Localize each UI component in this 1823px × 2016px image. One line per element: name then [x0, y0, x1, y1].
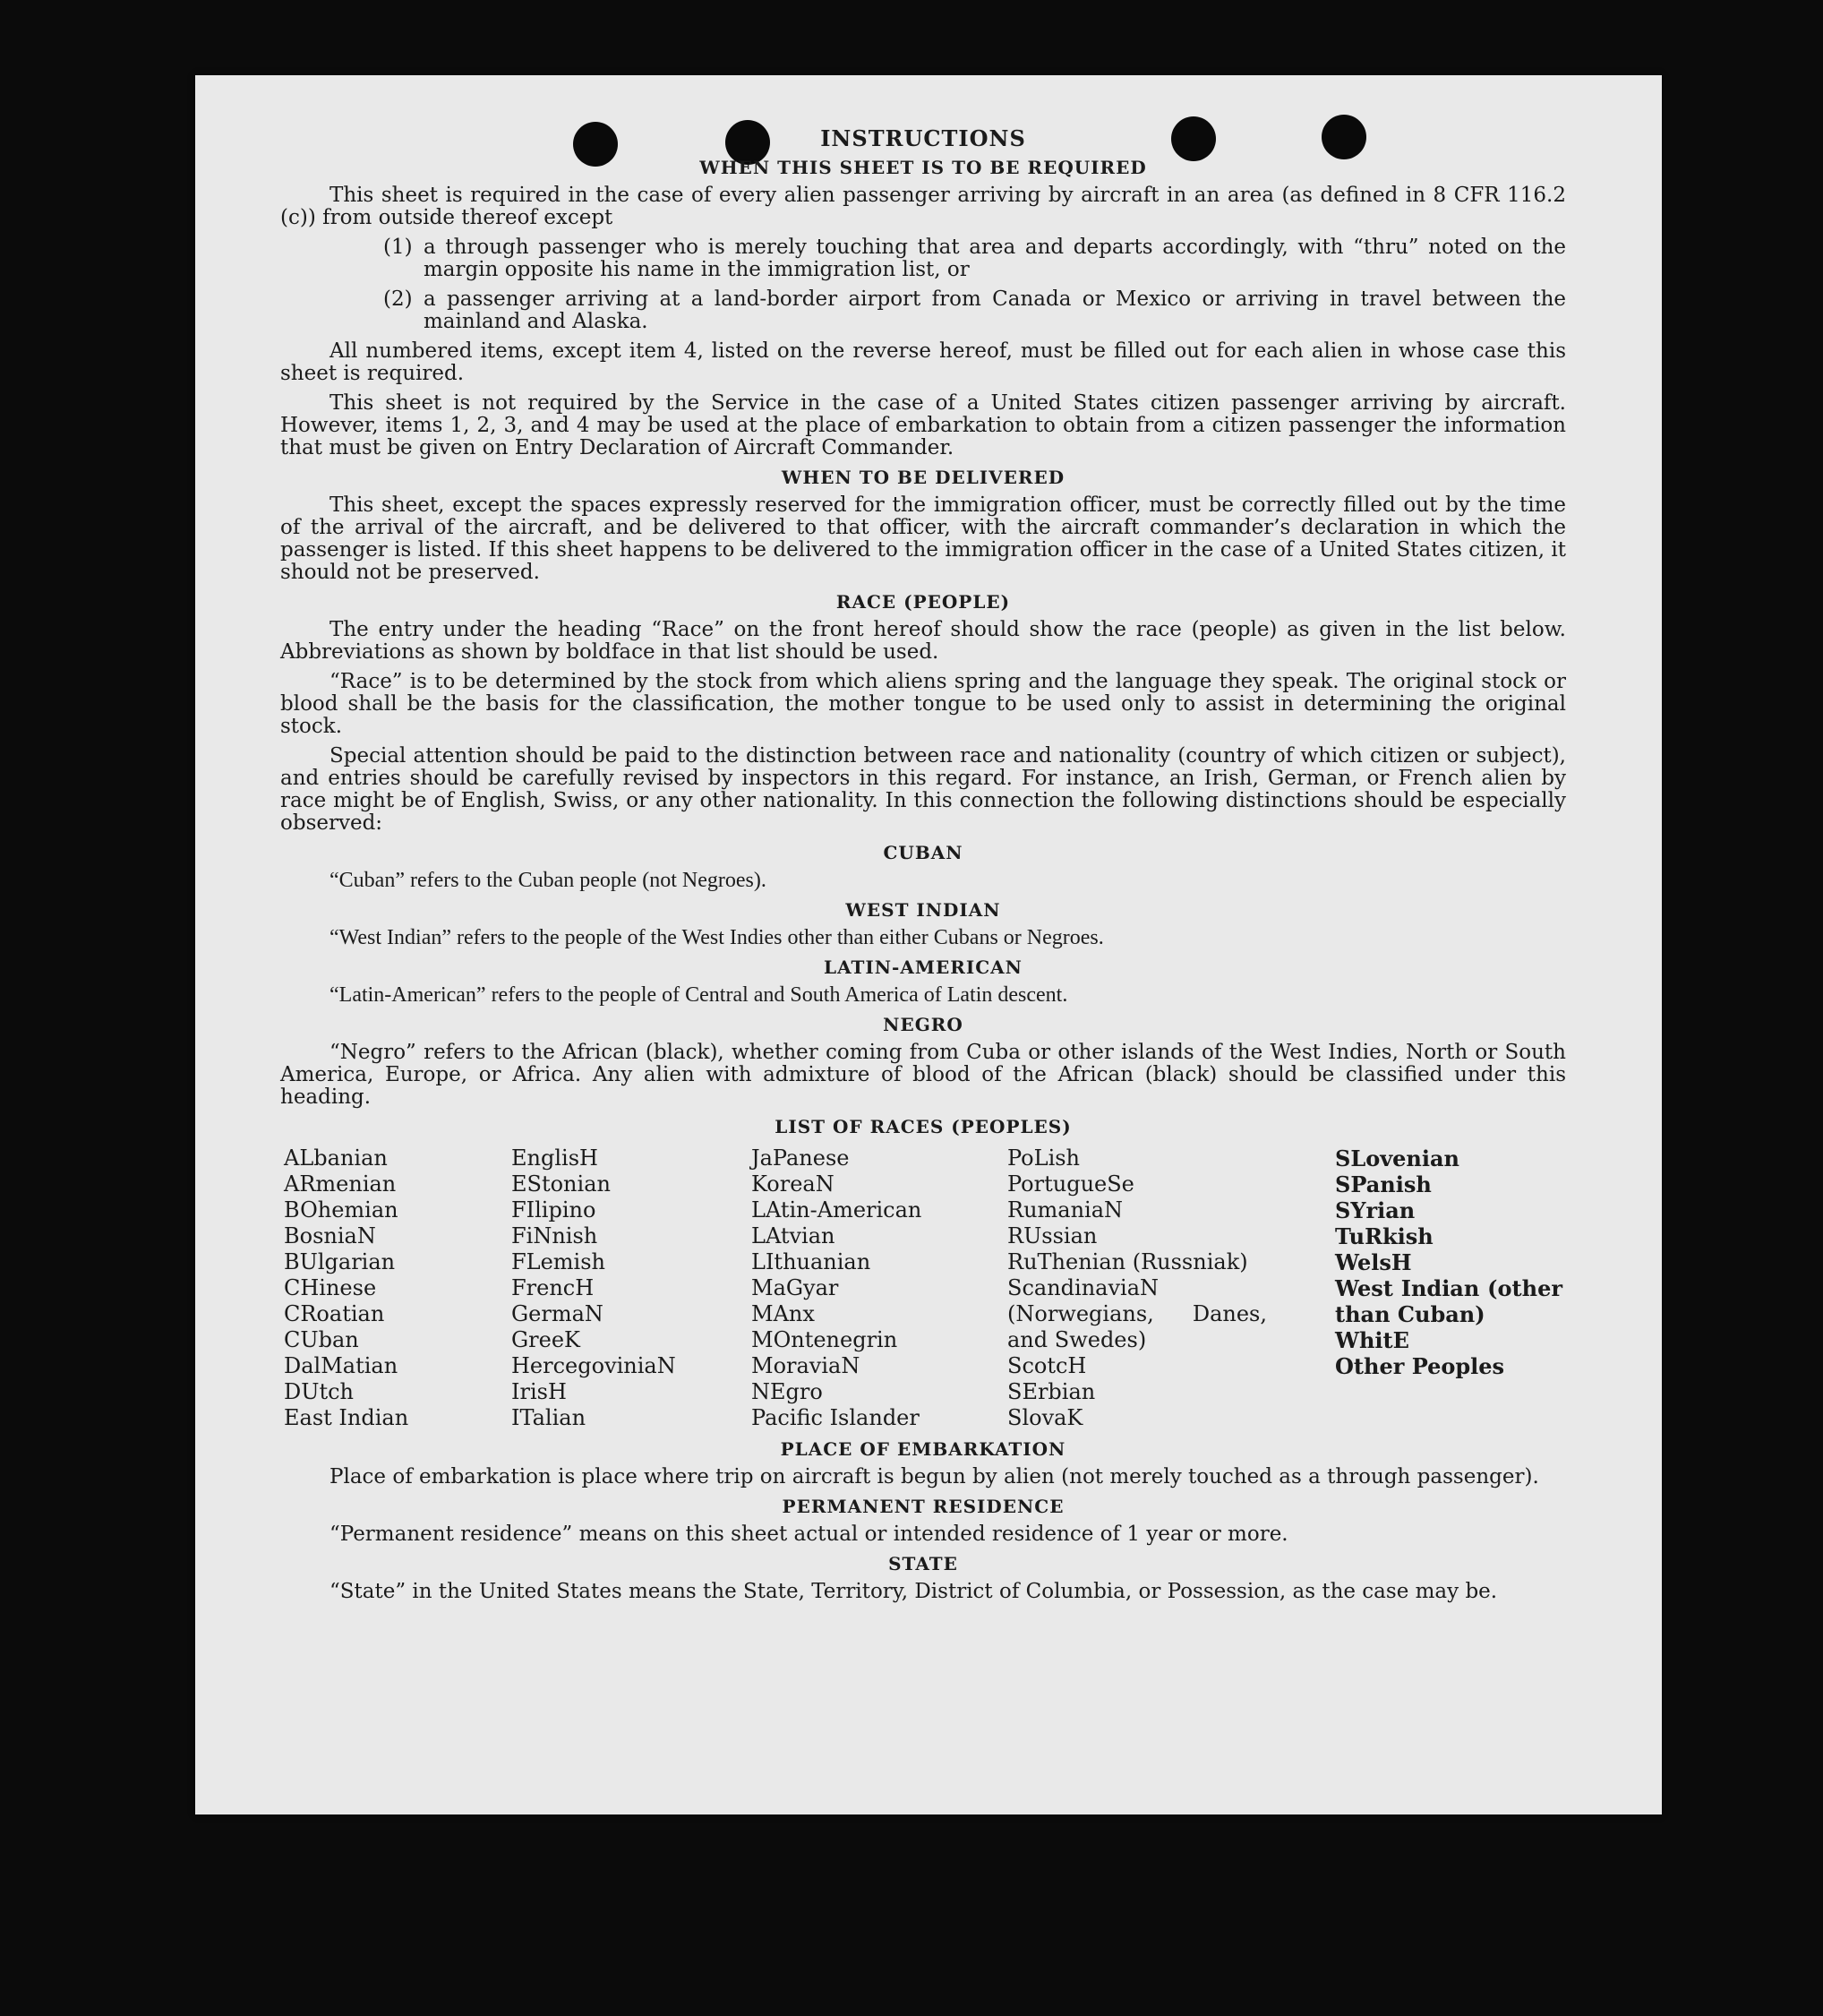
paragraph: Special attention should be paid to the distinction between race and nationality (country of which citizen or subject), and entries should be carefully revised by inspectors in this regard. For instance, an Irish, German, or French alien by race might be of English, Swiss, or any other nationality. In this connection the following distinctions should be especially observed:: [280, 744, 1566, 835]
paragraph: All numbered items, except item 4, listed on the reverse hereof, must be filled out for each alien in whose case this sheet is required.: [280, 339, 1566, 385]
paragraph: “Cuban” refers to the Cuban people (not Negroes).: [330, 869, 766, 892]
race-entry: MoraviaN: [751, 1353, 860, 1378]
race-entry: ScandinaviaN (Norwegians, Danes, and Swedes): [1007, 1275, 1267, 1352]
race-entry: SlovaK: [1007, 1405, 1083, 1430]
race-column: [284, 1145, 511, 1431]
race-entry: Pacific Islander: [751, 1405, 920, 1430]
paragraph: The entry under the heading “Race” on the front hereof should show the race (people) as given in the list below. Abbreviations as shown by boldface in that list should be used.: [280, 618, 1566, 664]
race-entry: PoLish: [1007, 1145, 1081, 1171]
race-entry: LAtvian: [751, 1223, 835, 1248]
race-entry: ALbanian: [284, 1145, 388, 1171]
race-entry: CRoatian: [284, 1301, 385, 1326]
paragraph: “Negro” refers to the African (black), whether coming from Cuba or other islands of the West Indies, North or South America, Europe, or Africa. Any alien with admixture of blood of the African (black) should be classified under this heading.: [280, 1041, 1566, 1109]
section-heading-delivered: WHEN TO BE DELIVERED: [781, 467, 1066, 488]
item-text: a passenger arriving at a land-border airport from Canada or Mexico or arriving in travel between the mainland and Alaska.: [424, 287, 1566, 333]
race-entry: SErbian: [1007, 1379, 1096, 1404]
race-column: [751, 1145, 1007, 1431]
page-title: INSTRUCTIONS: [820, 125, 1026, 151]
race-column: [1335, 1145, 1564, 1431]
race-entry: DalMatian: [284, 1353, 398, 1378]
race-entry: EStonian: [511, 1171, 611, 1197]
race-entry: LAtin-American: [751, 1197, 922, 1222]
document-body: [280, 127, 1566, 1610]
race-entry: ITalian: [511, 1405, 586, 1430]
race-entry: GermaN: [511, 1301, 603, 1326]
race-entry: East Indian: [284, 1405, 409, 1430]
section-heading-latin-american: LATIN-AMERICAN: [824, 957, 1023, 978]
race-entry: ARmenian: [284, 1171, 397, 1197]
race-entry: Other Peoples: [1335, 1353, 1505, 1379]
race-entry: GreeK: [511, 1327, 580, 1352]
race-entry: SLovenian: [1335, 1145, 1459, 1171]
race-entry: MaGyar: [751, 1275, 839, 1300]
race-entry: PortugueSe: [1007, 1171, 1134, 1197]
race-list: [284, 1145, 1566, 1431]
list-item: [383, 236, 1566, 281]
race-entry: FIlipino: [511, 1197, 596, 1222]
paragraph: “State” in the United States means the State, Territory, District of Columbia, or Possession, as the case may be.: [330, 1580, 1498, 1603]
section-heading-list: LIST OF RACES (PEOPLES): [775, 1116, 1072, 1137]
section-heading-embarkation: PLACE OF EMBARKATION: [780, 1438, 1066, 1460]
race-entry: CHinese: [284, 1275, 377, 1300]
item-number: (2): [383, 287, 413, 311]
race-entry: LIthuanian: [751, 1249, 871, 1274]
paragraph: “Race” is to be determined by the stock from which aliens spring and the language they speak. The original stock or blood shall be the basis for the classification, the mother tongue to be used only to assist in determining the original stock.: [280, 670, 1566, 738]
race-entry: CUban: [284, 1327, 359, 1352]
paragraph: “Latin-American” refers to the people of Central and South America of Latin descent.: [330, 983, 1068, 1007]
race-entry: WelsH: [1335, 1249, 1412, 1275]
race-column: [511, 1145, 751, 1431]
item-text: a through passenger who is merely touching that area and departs accordingly, with “thru” noted on the margin opposite his name in the immigration list, or: [424, 236, 1566, 281]
race-entry: FiNnish: [511, 1223, 598, 1248]
race-entry: ScotcH: [1007, 1353, 1087, 1378]
race-entry: SPanish: [1335, 1171, 1432, 1197]
item-number: (1): [383, 236, 413, 259]
paragraph: Place of embarkation is place where trip on aircraft is begun by alien (not merely touched as a through passenger).: [330, 1465, 1539, 1488]
race-entry: RuThenian (Russniak): [1007, 1249, 1248, 1274]
race-entry: IrisH: [511, 1379, 567, 1404]
paragraph: This sheet is required in the case of every alien passenger arriving by aircraft in an area (as defined in 8 CFR 116.2 (c)) from outside thereof except: [280, 184, 1566, 229]
race-entry: BUlgarian: [284, 1249, 396, 1274]
race-entry: FrencH: [511, 1275, 595, 1300]
race-entry: TuRkish: [1335, 1223, 1434, 1249]
section-heading-race: RACE (PEOPLE): [835, 591, 1011, 613]
race-entry: MAnx: [751, 1301, 815, 1326]
race-entry: West Indian (other than Cuban): [1335, 1275, 1562, 1327]
race-entry: RUssian: [1007, 1223, 1098, 1248]
paragraph: “West Indian” refers to the people of the West Indies other than either Cubans or Negroes.: [330, 926, 1104, 949]
section-heading-state: STATE: [888, 1553, 958, 1574]
race-entry: NEgro: [751, 1379, 823, 1404]
race-entry: SYrian: [1335, 1197, 1416, 1223]
race-entry: KoreaN: [751, 1171, 834, 1197]
race-entry: BosniaN: [284, 1223, 376, 1248]
race-entry: MOntenegrin: [751, 1327, 898, 1352]
race-entry: FLemish: [511, 1249, 605, 1274]
section-heading-negro: NEGRO: [883, 1014, 963, 1035]
paragraph: “Permanent residence” means on this sheet actual or intended residence of 1 year or more.: [330, 1523, 1288, 1546]
section-heading-required: WHEN THIS SHEET IS TO BE REQUIRED: [699, 157, 1147, 178]
section-heading-cuban: CUBAN: [883, 842, 963, 863]
race-entry: HercegoviniaN: [511, 1353, 676, 1378]
list-item: [383, 288, 1566, 333]
document-sheet: [195, 75, 1662, 1814]
race-entry: DUtch: [284, 1379, 355, 1404]
race-column: [1007, 1145, 1335, 1431]
race-entry: BOhemian: [284, 1197, 398, 1222]
race-entry: WhitE: [1335, 1327, 1409, 1353]
race-entry: JaPanese: [751, 1145, 850, 1171]
paragraph: This sheet is not required by the Service in the case of a United States citizen passenger arriving by aircraft. However, items 1, 2, 3, and 4 may be used at the place of embarkation to obtain from a citizen passenger the information that must be given on Entry Declaration of Aircraft Commander.: [280, 391, 1566, 459]
section-heading-west-indian: WEST INDIAN: [845, 899, 1001, 921]
section-heading-residence: PERMANENT RESIDENCE: [782, 1496, 1065, 1517]
race-entry: EnglisH: [511, 1145, 598, 1171]
race-entry: RumaniaN: [1007, 1197, 1124, 1222]
paragraph: This sheet, except the spaces expressly reserved for the immigration officer, must be correctly filled out by the time of the arrival of the aircraft, and be delivered to that officer, with the aircraft commander’s declaration in which the passenger is listed. If this sheet happens to be delivered to the immigration officer in the case of a United States citizen, it should not be preserved.: [280, 493, 1566, 584]
